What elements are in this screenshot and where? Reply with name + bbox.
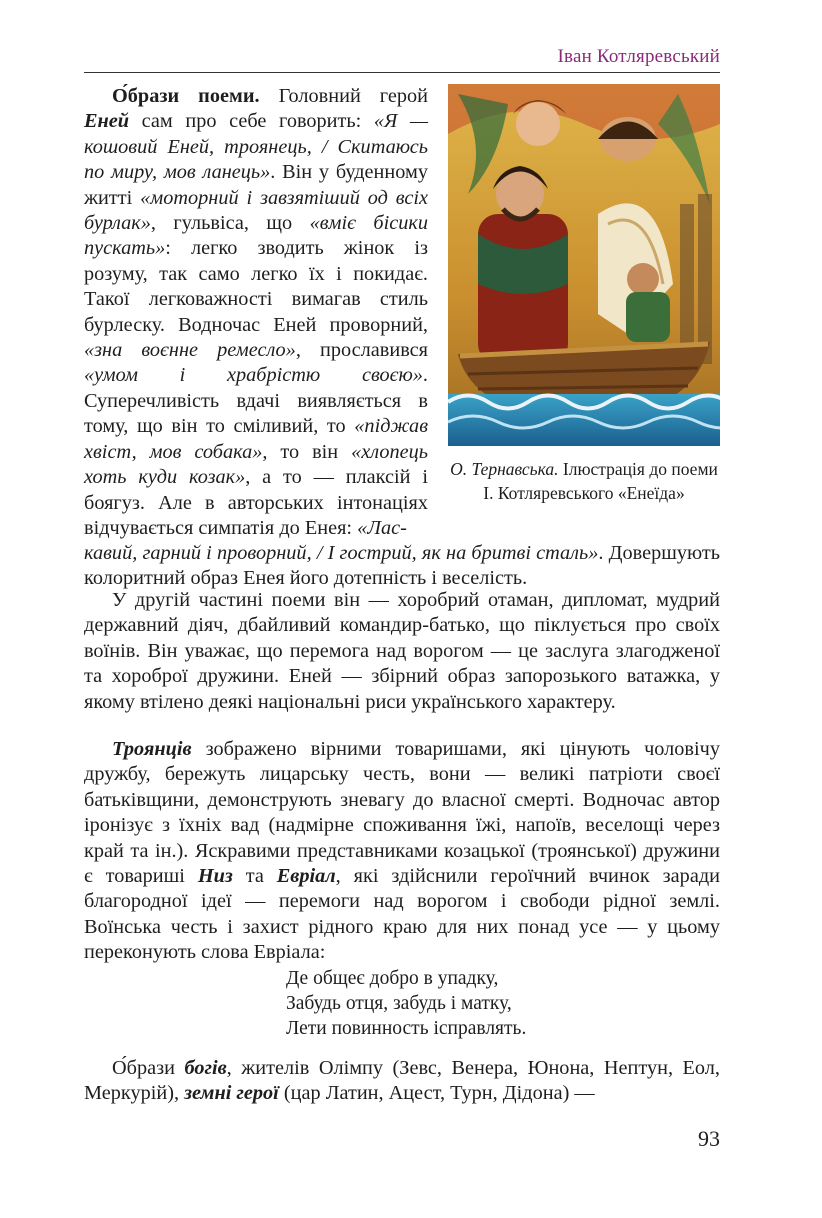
poem-line: Де общеє добро в упадку, bbox=[286, 968, 499, 989]
term-earthly-heroes: земні герої bbox=[184, 1082, 279, 1105]
running-header bbox=[84, 46, 720, 73]
paragraph-aeneas-continued bbox=[84, 541, 720, 592]
term-nyz: Низ bbox=[197, 865, 233, 888]
header-title: Іван Котляревський bbox=[557, 46, 720, 67]
quote: «піджав хвіст, мов собака» bbox=[84, 415, 428, 463]
quote: «умом і храбрістю своєю» bbox=[84, 364, 423, 387]
text-span: , прославився bbox=[295, 339, 428, 362]
text-span: , жителів Олімпу (Зевс, Венера, Юнона, Нептун, Еол, Меркурій), bbox=[84, 1057, 721, 1105]
text-span: (цар Латин, Ацест, Турн, Дідона) — bbox=[278, 1082, 595, 1105]
term-trojans: Троянців bbox=[112, 738, 192, 760]
quote: «хлопець хоть куди козак» bbox=[84, 440, 428, 489]
text-span: , то він bbox=[262, 440, 352, 463]
text-span: сам про себе говорить: bbox=[129, 110, 374, 133]
text-span: , гульвіса, що bbox=[150, 212, 310, 235]
quote: кавий, гарний і проворний, / І гострий, як на бритві сталь» bbox=[84, 542, 599, 564]
term-evrial: Евріал bbox=[276, 865, 336, 888]
section-heading: О́брази поеми. bbox=[112, 85, 260, 107]
text-span: . Він у буденному житті bbox=[84, 161, 428, 209]
caption-author: О. Тернавська. bbox=[450, 459, 559, 479]
quote: «зна воєнне ремесло» bbox=[84, 339, 296, 362]
paragraph-gods bbox=[84, 1056, 720, 1107]
poem-line: Забудь отця, забудь і матку, bbox=[286, 993, 512, 1014]
quote: «вміє бісики пускать» bbox=[84, 212, 429, 260]
text-span: Головний герой bbox=[259, 85, 428, 107]
caption-text: Ілюстрація до поеми І. Котляревського «Енеїда» bbox=[483, 459, 718, 503]
quote: «Лас- bbox=[357, 516, 407, 539]
poem-line: Лети повинность ісправлять. bbox=[286, 1018, 527, 1039]
text-span: зображено вірними товаришами, які цінують чоловічу дружбу, бережуть лицарську честь, вони — великі патріоти своєї батьківщини, демонструють зневагу до власної смерті. Водночас автор іронізує з їхніх вад (надмірне споживання їжі, напоїв, веселощі через край та ін.). Яскравими представниками козацької (троянської) дружини є товариші bbox=[84, 738, 720, 888]
text-span: . Суперечливість вдачі виявляється в тому, що він то сміливий, то bbox=[84, 364, 428, 438]
text-span: . Довершують колоритний образ Енея його дотепність і веселість. bbox=[84, 542, 720, 590]
text-span: О́брази bbox=[112, 1057, 185, 1079]
text-span: та bbox=[232, 865, 277, 888]
poem-quote bbox=[286, 966, 686, 1041]
page-number: 93 bbox=[698, 1126, 720, 1151]
text-span: : легко зводить жінок із розуму, так само легко їх і покидає. Такої легковажності вимагав стиль бурлеску. Водночас Еней проворний, bbox=[84, 237, 428, 336]
paragraph-trojans bbox=[84, 737, 720, 966]
text-span: , які здійснили героїчний вчинок заради благородної ідеї — перемоги над ворогом і свободи рідної землі. Воїнська честь і захист рідного краю для них понад усе — у цьому переконують слова Евріала: bbox=[84, 865, 720, 964]
paragraph-aeneas bbox=[84, 84, 428, 541]
paragraph-part-two: У другій частині поеми він — хоробрий отаман, дипломат, мудрий державний діяч, дбайливий командир-батько, що піклується про своїх воїнів. Він уважає, що перемога над ворогом — це заслуга злагодженої та хороброї дружини. Еней — збірний образ запорозького ватажка, у якому втілено деякі національні риси українського характеру. bbox=[84, 589, 720, 713]
quote: «Я — кошовий Еней, троянець, / Скитаюсь по миру, мов ланець» bbox=[84, 110, 428, 184]
term-aeneas: Еней bbox=[84, 110, 130, 133]
term-gods: богів bbox=[184, 1057, 227, 1079]
illustration-aeneas-boat bbox=[448, 84, 720, 446]
figure-caption bbox=[448, 457, 720, 505]
text-span: , а то — плаксій і боягуз. Але в авторських інтонаціях відчувається симпатія до Енея: bbox=[84, 466, 428, 539]
quote: «моторний і завзятіший од всіх бурлак» bbox=[84, 186, 428, 235]
